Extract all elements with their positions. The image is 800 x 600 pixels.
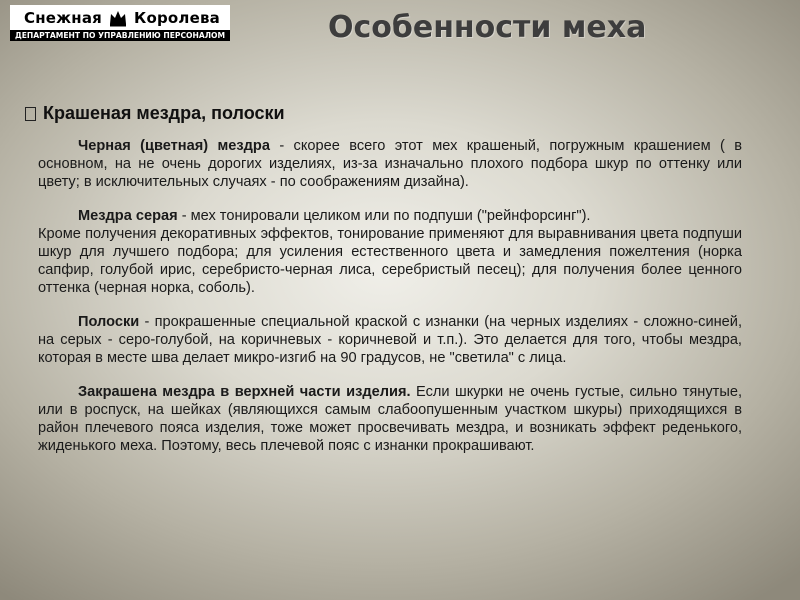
logo-wordmark [10, 5, 230, 31]
paragraph-text: Если шкурки не очень густые, сильно тянутые, или в роспуск, на шейках (являющихся самым слабоопушенным участком шкуры) приходящихся в район плечевого пояса изделия, тоже может просвечивать мездра, и возникать эффект реденького, жиденького меха. Поэтому, весь плечевой пояс с изнанки прокрашивают. [38, 384, 742, 454]
paragraph-toning-purpose: Кроме получения декоративных эффектов, тонирование применяют для выравнивания цвета подпуши шкур для лучшего подбора; для усиления естественного цвета и замедления пожелтения (норка сапфир, голубой ирис, серебристо-черная лиса, серебристый песец); для получения более ценного оттенка (черная норка, соболь). [38, 226, 742, 296]
paragraph-grey-mezdra [38, 207, 742, 225]
paragraph-lead: Закрашена мездра в верхней части изделия. [78, 384, 411, 400]
slide-body [38, 137, 742, 471]
logo-department: ДЕПАРТАМЕНТ ПО УПРАВЛЕНИЮ ПЕРСОНАЛОМ [10, 31, 230, 41]
paragraph-text: - мех тонировали целиком или по подпуши ("рейнфорсинг"). [177, 208, 591, 224]
section-heading [25, 103, 285, 124]
paragraph-lead: Черная (цветная) мездра [78, 138, 270, 154]
crown-icon [102, 5, 134, 30]
section-heading-text: Крашеная мездра, полоски [43, 103, 285, 123]
logo-word-right: Королева [134, 8, 220, 27]
paragraph-stripes [38, 313, 742, 367]
paragraph-colored-mezdra [38, 137, 742, 191]
company-logo [10, 5, 230, 40]
paragraph-top-painted [38, 383, 742, 455]
slide-title: Особенности меха [328, 10, 647, 45]
paragraph-lead: Полоски [78, 314, 140, 330]
paragraph-text: - скорее всего этот мех крашеный, погружным крашением ( в основном, на не очень дорогих изделиях, из-за изначально плохого подбора шкур по оттенку или цвету; в исключительных случаях - по соображениям дизайна). [38, 138, 742, 190]
paragraph-lead: Мездра серая [78, 208, 178, 224]
checkbox-bullet-icon [25, 107, 36, 121]
logo-word-left: Снежная [24, 8, 102, 27]
paragraph-text: - прокрашенные специальной краской с изнанки (на черных изделиях - сложно-синей, на серых - серо-голубой, на коричневых - коричневой и т.п.). Это делается для того, чтобы мездра, которая в месте шва делает микро-изгиб на 90 градусов, не "светила" с лица. [38, 314, 742, 366]
